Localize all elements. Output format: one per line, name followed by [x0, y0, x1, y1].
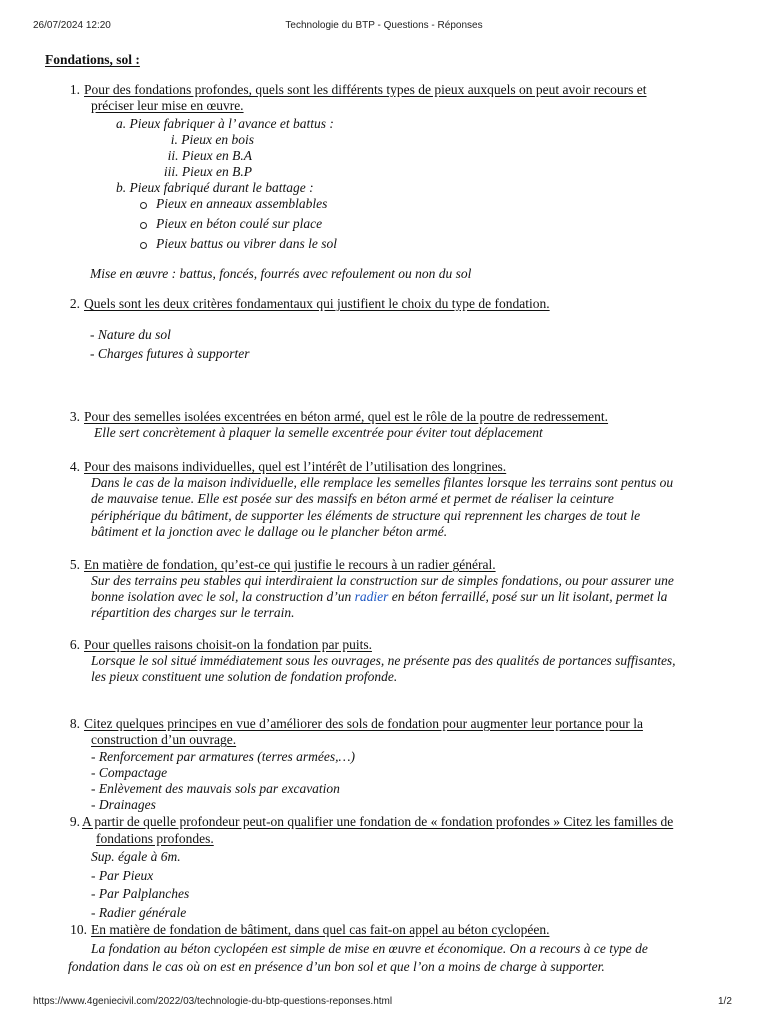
question-1-text-cont: préciser leur mise en œuvre.: [91, 98, 244, 113]
answer-text: Elle sert concrètement à plaquer la semelle excentrée pour éviter tout déplacement: [94, 425, 543, 440]
question-number: 3.: [69, 409, 80, 424]
answer-item: - Par Pieux: [91, 868, 154, 883]
print-page-title: Technologie du BTP - Questions - Réponses: [285, 20, 483, 31]
bullet-item: Pieux en béton coulé sur place: [156, 216, 323, 231]
answer-item: - Enlèvement des mauvais sols par excavation: [91, 781, 340, 796]
roman-list-item: iii. Pieux en B.P: [163, 164, 252, 179]
answer-item: - Nature du sol: [90, 327, 171, 342]
answer-item: - Compactage: [91, 765, 168, 780]
answer-text: Lorsque le sol situé immédiatement sous les ouvrages, ne présente pas des qualités de portances suffisantes,: [91, 653, 676, 668]
circle-bullet-icon: [140, 222, 147, 229]
question-9-text: A partir de quelle profondeur peut-on qualifier une fondation de « fondation profondes » Citez les familles de: [82, 814, 674, 829]
question-number: 4.: [69, 459, 80, 474]
question-number: 5.: [69, 557, 80, 572]
answer-item: Sup. égale à 6m.: [91, 849, 181, 864]
answer-text: [91, 589, 667, 605]
question-6-text: Pour quelles raisons choisit-on la fondation par puits.: [84, 637, 372, 652]
question-5-text: En matière de fondation, qu’est-ce qui justifie le recours à un radier général.: [84, 557, 496, 572]
answer-text: bâtiment et la jonction avec le dallage ou le plancher béton armé.: [91, 524, 448, 539]
answer-text: Sur des terrains peu stables qui interdiraient la construction sur de simples fondations, ou pour assurer une: [91, 573, 674, 588]
question-number: 8.: [69, 716, 80, 731]
question-2-text: Quels sont les deux critères fondamentaux qui justifient le choix du type de fondation.: [84, 296, 550, 311]
question-10-text: En matière de fondation de bâtiment, dans quel cas fait-on appel au béton cyclopéen.: [91, 922, 550, 937]
roman-list-item: i. Pieux en bois: [170, 132, 254, 147]
question-1-text: Pour des fondations profondes, quels sont les différents types de pieux auxquels on peut avoir recours et: [84, 82, 647, 97]
question-number: 10.: [70, 922, 87, 937]
answer-text-part: en béton ferraillé, posé sur un lit isolant, permet la: [388, 589, 668, 604]
question-number: 1.: [69, 82, 80, 97]
page-number: 1/2: [718, 996, 732, 1007]
answer-text: fondation dans le cas où on est en présence d’un bon sol et que l’on a moins de charge à supporter.: [68, 959, 605, 974]
question-8-text: Citez quelques principes en vue d’améliorer des sols de fondation pour augmenter leur portance pour la: [84, 716, 643, 731]
bullet-item: Pieux en anneaux assemblables: [156, 196, 328, 211]
print-datetime: 26/07/2024 12:20: [33, 20, 111, 31]
answer-text: les pieux constituent une solution de fondation profonde.: [91, 669, 398, 684]
sub-heading-b: b. Pieux fabriqué durant le battage :: [116, 180, 314, 195]
answer-text: périphérique du bâtiment, de supporter les éléments de structure qui reprennent les charges de tout le: [91, 508, 641, 523]
roman-list-item: ii. Pieux en B.A: [167, 148, 252, 163]
sub-heading-a: a. Pieux fabriquer à l’ avance et battus :: [116, 116, 334, 131]
circle-bullet-icon: [140, 242, 147, 249]
bullet-item: Pieux battus ou vibrer dans le sol: [156, 236, 337, 251]
answer-text: Mise en œuvre : battus, foncés, fourrés avec refoulement ou non du sol: [90, 266, 472, 281]
answer-item: - Renforcement par armatures (terres armées,…): [91, 749, 355, 764]
answer-text: répartition des charges sur le terrain.: [91, 605, 295, 620]
answer-item: - Par Palplanches: [91, 886, 190, 901]
answer-text: Dans le cas de la maison individuelle, elle remplace les semelles filantes lorsque les terrains sont pentus ou: [91, 475, 674, 490]
radier-link[interactable]: radier: [354, 589, 389, 604]
question-3-text: Pour des semelles isolées excentrées en béton armé, quel est le rôle de la poutre de redressement.: [84, 409, 609, 424]
answer-text-part: bonne isolation avec le sol, la construction d’un: [91, 589, 355, 604]
question-4-text: Pour des maisons individuelles, quel est l’intérêt de l’utilisation des longrines.: [84, 459, 507, 474]
question-number: 2.: [69, 296, 80, 311]
section-title: Fondations, sol :: [45, 52, 140, 67]
circle-bullet-icon: [140, 202, 147, 209]
question-number: 6.: [69, 637, 80, 652]
answer-text: de mauvaise tenue. Elle est posée sur des massifs en béton armé et permet de réaliser la ceinture: [91, 491, 614, 506]
answer-item: - Drainages: [91, 797, 156, 812]
answer-text: La fondation au béton cyclopéen est simple de mise en œuvre et économique. On a recours à ce type de: [91, 941, 648, 956]
question-8-text-cont: construction d’un ouvrage.: [91, 732, 237, 747]
answer-item: - Radier générale: [91, 905, 187, 920]
question-number: 9.: [69, 814, 80, 829]
question-9-text-cont: fondations profondes.: [96, 831, 214, 846]
page-url-link[interactable]: https://www.4geniecivil.com/2022/03/technologie-du-btp-questions-reponses.html: [33, 996, 393, 1007]
answer-item: - Charges futures à supporter: [90, 346, 250, 361]
